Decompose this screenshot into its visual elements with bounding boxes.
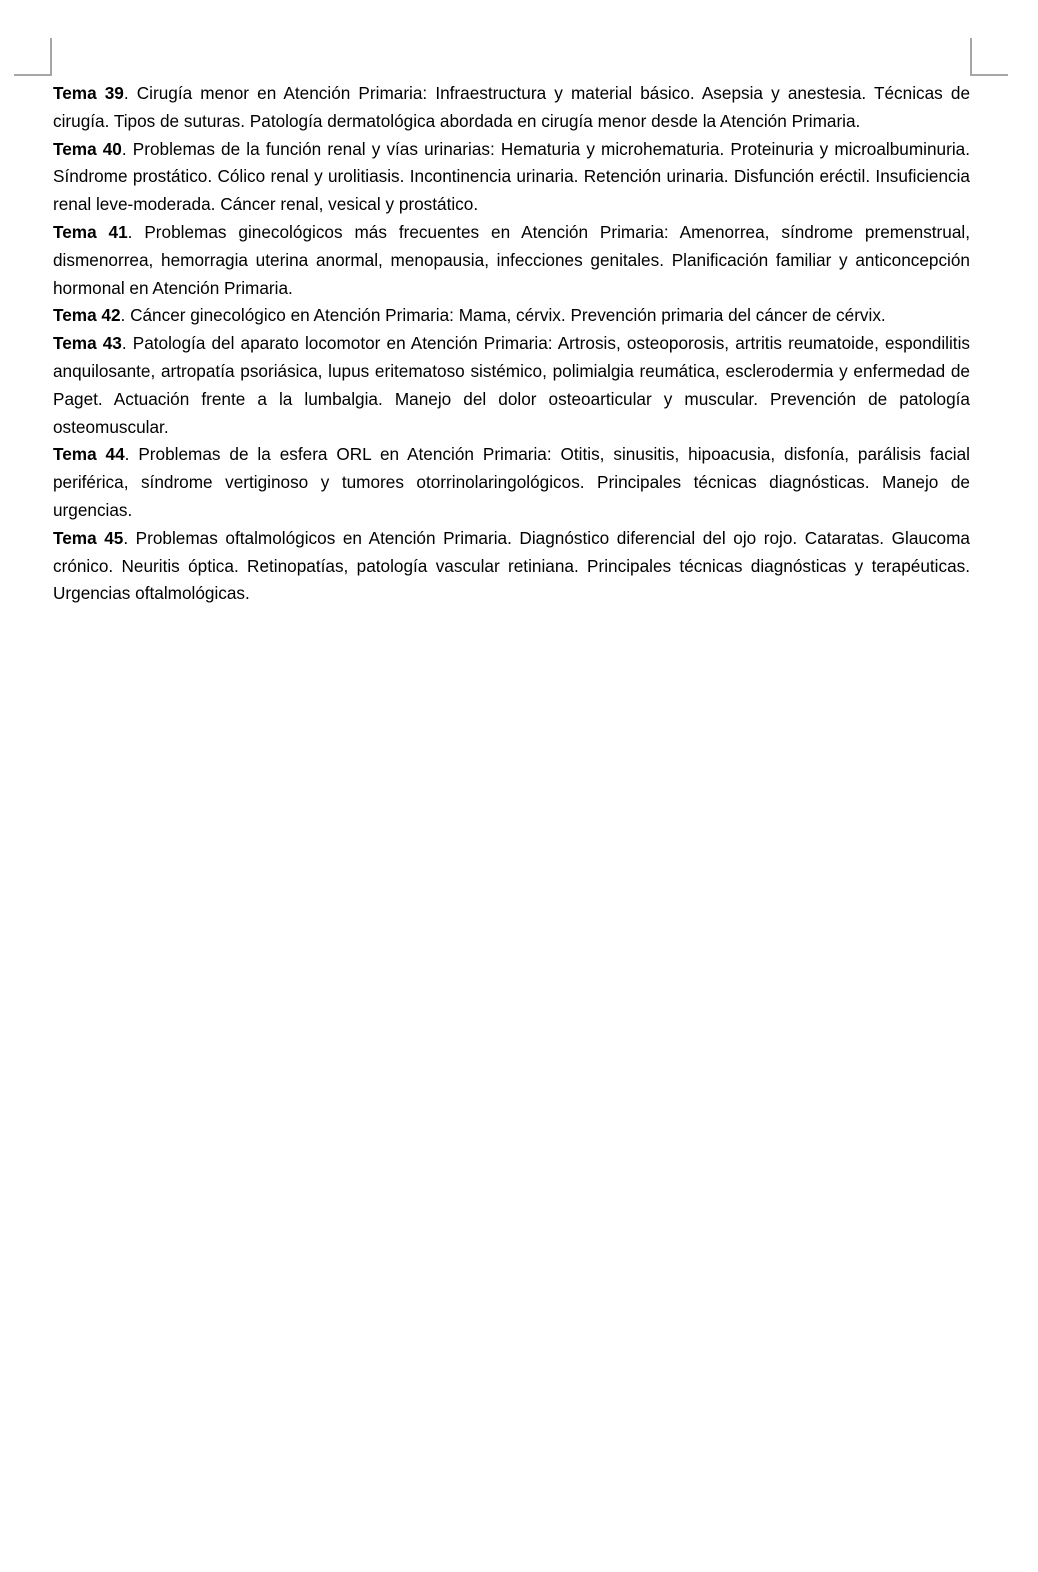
tema-paragraph-44 bbox=[53, 441, 970, 524]
tema-label: Tema 41 bbox=[53, 221, 128, 242]
tema-text: . Problemas de la función renal y vías urinarias: Hematuria y microhematuria. Proteinuria y microalbuminuria. Síndrome prostático. Cólico renal y urolitiasis. Incontinencia urinaria. Retención urinaria. Disfunción eréctil. Insuficiencia renal leve-moderada. Cáncer renal, vesical y prostático. bbox=[53, 138, 970, 215]
tema-text: . Problemas oftalmológicos en Atención Primaria. Diagnóstico diferencial del ojo rojo. Cataratas. Glaucoma crónico. Neuritis óptica. Retinopatías, patología vascular retiniana. Principales técnicas diagnósticas y terapéuticas. Urgencias oftalmológicas. bbox=[53, 527, 970, 604]
tema-text: . Problemas de la esfera ORL en Atención Primaria: Otitis, sinusitis, hipoacusia, disfonía, parálisis facial periférica, síndrome vertiginoso y tumores otorrinolaringológicos. Principales técnicas diagnósticas. Manejo de urgencias. bbox=[53, 444, 970, 520]
document-body bbox=[53, 80, 970, 608]
tema-label: Tema 42 bbox=[53, 305, 121, 326]
crop-mark-top-right bbox=[970, 38, 1008, 76]
tema-label: Tema 45 bbox=[53, 527, 124, 548]
tema-text: . Cirugía menor en Atención Primaria: Infraestructura y material básico. Asepsia y anestesia. Técnicas de cirugía. Tipos de suturas. Patología dermatológica abordada en cirugía menor desde la Atención Primaria. bbox=[53, 83, 971, 131]
tema-label: Tema 43 bbox=[53, 333, 122, 354]
tema-text: . Patología del aparato locomotor en Atención Primaria: Artrosis, osteoporosis, artritis reumatoide, espondilitis anquilosante, artropatía psoriásica, lupus eritematoso sistémico, polimialgia reumática, esclerodermia y enfermedad de Paget. Actuación frente a la lumbalgia. Manejo del dolor osteoarticular y muscular. Prevención de patología osteomuscular. bbox=[53, 333, 970, 437]
tema-paragraph-39 bbox=[53, 80, 970, 136]
tema-paragraph-45 bbox=[53, 525, 970, 608]
tema-paragraph-43 bbox=[53, 330, 970, 441]
tema-label: Tema 40 bbox=[53, 138, 122, 159]
tema-text: . Problemas ginecológicos más frecuentes en Atención Primaria: Amenorrea, síndrome premenstrual, dismenorrea, hemorragia uterina anormal, menopausia, infecciones genitales. Planificación familiar y anticoncepción hormonal en Atención Primaria. bbox=[53, 221, 970, 298]
tema-paragraph-41 bbox=[53, 219, 970, 302]
crop-mark-top-left bbox=[14, 38, 52, 76]
tema-label: Tema 44 bbox=[53, 444, 125, 465]
tema-paragraph-40 bbox=[53, 136, 970, 219]
tema-paragraph-42 bbox=[53, 302, 970, 330]
tema-text: . Cáncer ginecológico en Atención Primaria: Mama, cérvix. Prevención primaria del cáncer de cérvix. bbox=[120, 305, 886, 326]
tema-label: Tema 39 bbox=[53, 83, 124, 103]
